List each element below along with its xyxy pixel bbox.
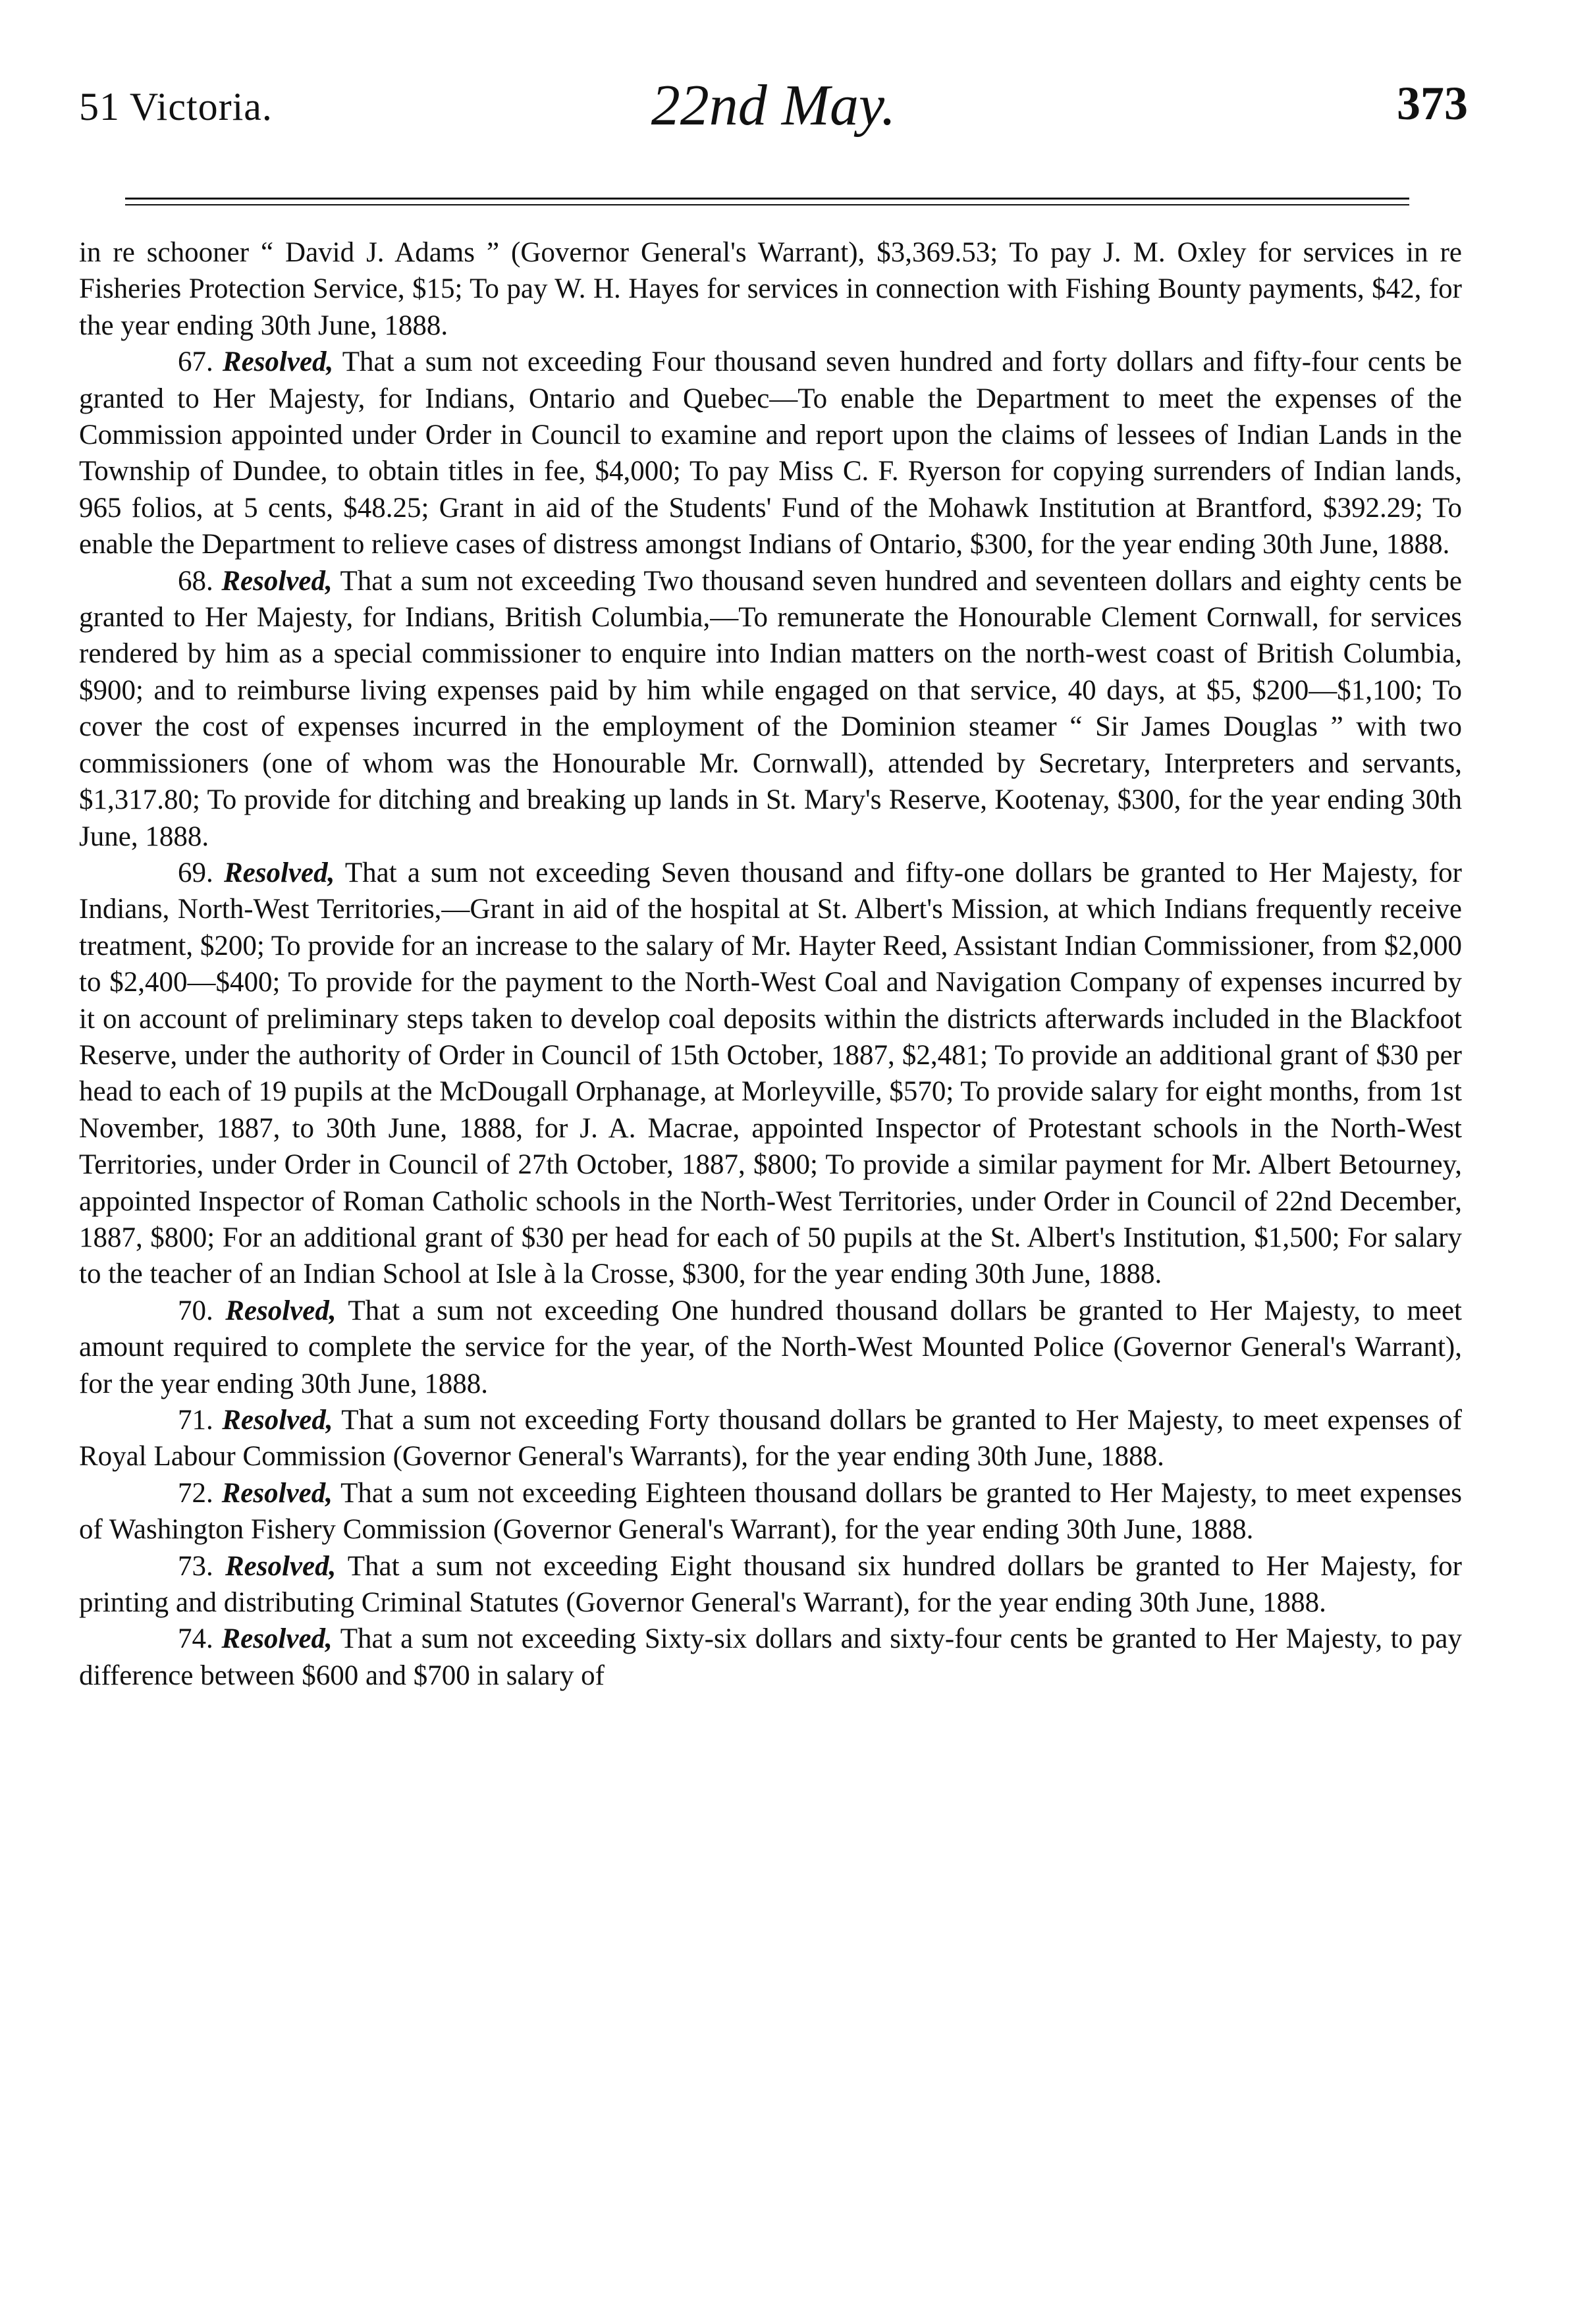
resolution-number: 68.: [178, 565, 213, 597]
header-rule: [125, 198, 1409, 200]
resolved-label: Resolved,: [225, 1550, 337, 1582]
resolution-number: 69.: [178, 857, 213, 888]
resolved-label: Resolved,: [221, 565, 333, 597]
resolution-text: That a sum not exceeding Eighteen thousand dollars be granted to Her Majesty, to meet expenses of Washington Fishery Commission (Governor General's Warrant), for the year ending 30th June, 1888.: [79, 1477, 1462, 1546]
resolution-74: [79, 1621, 1462, 1694]
resolution-text: That a sum not exceeding One hundred thousand dollars be granted to Her Majesty, to meet amount required to complete the service for the year, of the North-West Mounted Police (Governor General's Warrant), for the year ending 30th June, 1888.: [79, 1295, 1462, 1399]
continuation-paragraph: in re schooner “ David J. Adams ” (Governor General's Warrant), $3,369.53; To pay J. M. Oxley for services in re Fisheries Protection Service, $15; To pay W. H. Hayes for services in connection with Fishing Bounty payments, $42, for the year ending 30th June, 1888.: [79, 237, 1462, 341]
page-header: [79, 72, 1468, 145]
resolved-label: Resolved,: [223, 857, 335, 888]
resolution-70: [79, 1293, 1462, 1402]
resolution-number: 74.: [178, 1623, 213, 1655]
running-head-date: 22nd May.: [651, 74, 896, 138]
resolution-number: 72.: [178, 1477, 213, 1509]
resolution-text: That a sum not exceeding Two thousand seven hundred and seventeen dollars and eighty cents be granted to Her Majesty, for Indians, British Columbia,—To remunerate the Honourable Clement Cornwall, for services rendered by him as a special commissioner to enquire into Indian matters on the north-west coast of British Columbia, $900; and to reimburse living expenses paid by him while engaged on that service, 40 days, at $5, $200—$1,100; To cover the cost of expenses incurred in the employment of the Dominion steamer “ Sir James Douglas ” with two commissioners (one of whom was the Honourable Mr. Cornwall), attended by Secretary, Interpreters and servants, $1,317.80; To provide for ditching and breaking up lands in St. Mary's Reserve, Kootenay, $300, for the year ending 30th June, 1888.: [79, 565, 1463, 852]
resolution-text: That a sum not exceeding Four thousand seven hundred and forty dollars and fifty-four cents be granted to Her Majesty, for Indians, Ontario and Quebec—To enable the Department to meet the expenses of the Commission appointed under Order in Council to examine and report upon the claims of lessees of Indian Lands in the Township of Dundee, to obtain titles in fee, $4,000; To pay Miss C. F. Ryerson for copying surrenders of Indian lands, 965 folios, at 5 cents, $48.25; Grant in aid of the Students' Fund of the Mohawk Institution at Brantford, $392.29; To enable the Department to relieve cases of distress amongst Indians of Ontario, $300, for the year ending 30th June, 1888.: [79, 346, 1462, 560]
resolution-71: [79, 1402, 1462, 1475]
running-head-left: 51 Victoria.: [79, 85, 273, 128]
resolution-number: 71.: [178, 1405, 213, 1436]
resolution-68: [79, 563, 1462, 855]
resolution-72: [79, 1475, 1462, 1548]
resolution-67: [79, 344, 1462, 562]
resolved-label: Resolved,: [221, 1477, 333, 1509]
resolved-label: Resolved,: [222, 346, 334, 378]
document-body: [79, 234, 1462, 1694]
resolution-73: [79, 1548, 1462, 1621]
page-number: 373: [1397, 77, 1468, 130]
resolution-text: That a sum not exceeding Eight thousand six hundred dollars be granted to Her Majesty, for printing and distributing Criminal Statutes (Governor General's Warrant), for the year ending 30th June, 1888.: [79, 1550, 1463, 1619]
resolution-text: That a sum not exceeding Seven thousand and fifty-one dollars be granted to Her Majesty, for Indians, North-West Territories,—Grant in aid of the hospital at St. Albert's Mission, at which Indians frequently receive treatment, $200; To provide for an increase to the salary of Mr. Hayter Reed, Assistant Indian Commissioner, from $2,000 to $2,400—$400; To provide for the payment to the North-West Coal and Navigation Company of expenses incurred by it on account of preliminary steps taken to develop coal deposits within the districts afterwards included in the Blackfoot Reserve, under the authority of Order in Council of 15th October, 1887, $2,481; To provide an additional grant of $30 per head to each of 19 pupils at the McDougall Orphanage, at Morleyville, $570; To provide salary for eight months, from 1st November, 1887, to 30th June, 1888, for J. A. Macrae, appointed Inspector of Protestant schools in the North-West Territories, under Order in Council of 27th October, 1887, $800; To provide a similar payment for Mr. Albert Betourney, appointed Inspector of Roman Catholic schools in the North-West Territories, under Order in Council of 22nd December, 1887, $800; For an additional grant of $30 per head for each of 50 pupils at the St. Albert's Institution, $1,500; For salary to the teacher of an Indian School at Isle à la Crosse, $300, for the year ending 30th June, 1888.: [79, 857, 1462, 1290]
resolved-label: Resolved,: [222, 1405, 333, 1436]
resolution-number: 73.: [178, 1550, 213, 1582]
resolved-label: Resolved,: [221, 1623, 333, 1655]
resolution-number: 67.: [178, 346, 213, 378]
resolution-69: [79, 855, 1462, 1293]
resolution-text: That a sum not exceeding Sixty-six dollars and sixty-four cents be granted to Her Majesty, to pay difference between $600 and $700 in salary of: [79, 1623, 1462, 1691]
resolution-text: That a sum not exceeding Forty thousand dollars be granted to Her Majesty, to meet expenses of Royal Labour Commission (Governor General's Warrants), for the year ending 30th June, 1888.: [79, 1405, 1462, 1473]
resolution-number: 70.: [178, 1295, 213, 1326]
header-rule-thin: [125, 204, 1409, 205]
resolved-label: Resolved,: [225, 1295, 337, 1326]
